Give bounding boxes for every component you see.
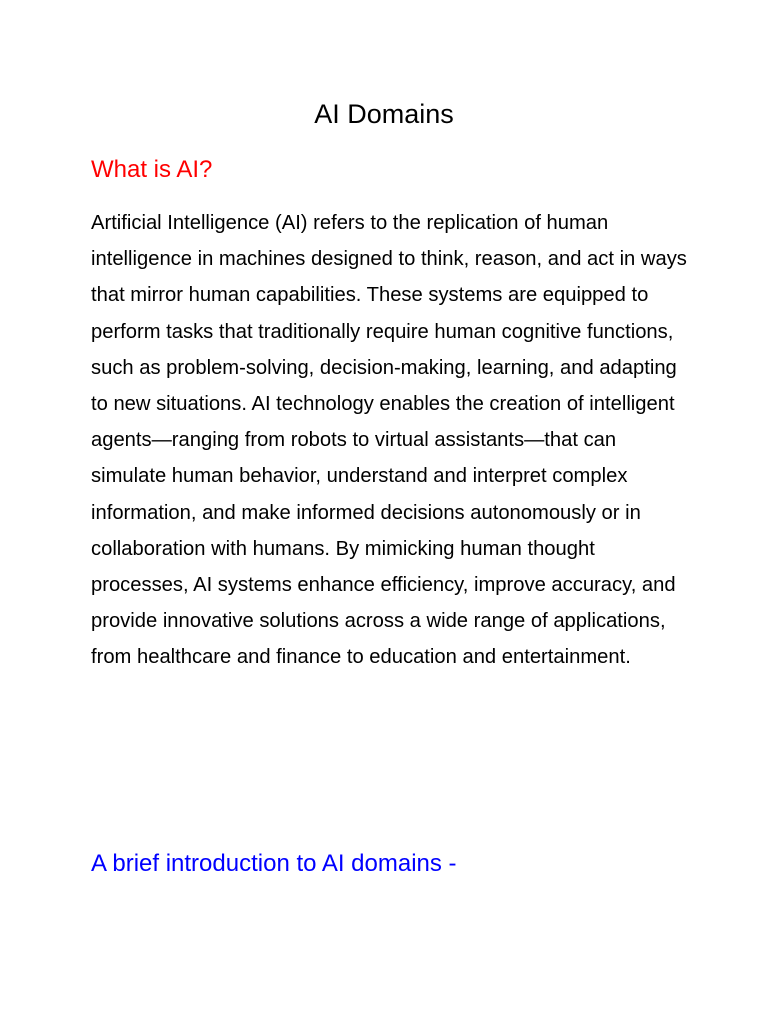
section-heading-what-is-ai: What is AI?	[91, 156, 213, 183]
section-heading-ai-domains-intro: A brief introduction to AI domains -	[91, 850, 457, 877]
section-body-what-is-ai: Artificial Intelligence (AI) refers to the replication of human intelligence in machines designed to think, reason, and act in ways that mirror human capabilities. These systems are equipped to perform tasks that traditionally require human cognitive functions, such as problem-solving, decision-making, learning, and adapting to new situations. AI technology enables the creation of intelligent agents—ranging from robots to virtual assistants—that can simulate human behavior, understand and interpret complex information, and make informed decisions autonomously or in collaboration with humans. By mimicking human thought processes, AI systems enhance efficiency, improve accuracy, and provide innovative solutions across a wide range of applications, from healthcare and finance to education and entertainment.	[91, 212, 687, 669]
document-title: AI Domains	[314, 99, 454, 129]
